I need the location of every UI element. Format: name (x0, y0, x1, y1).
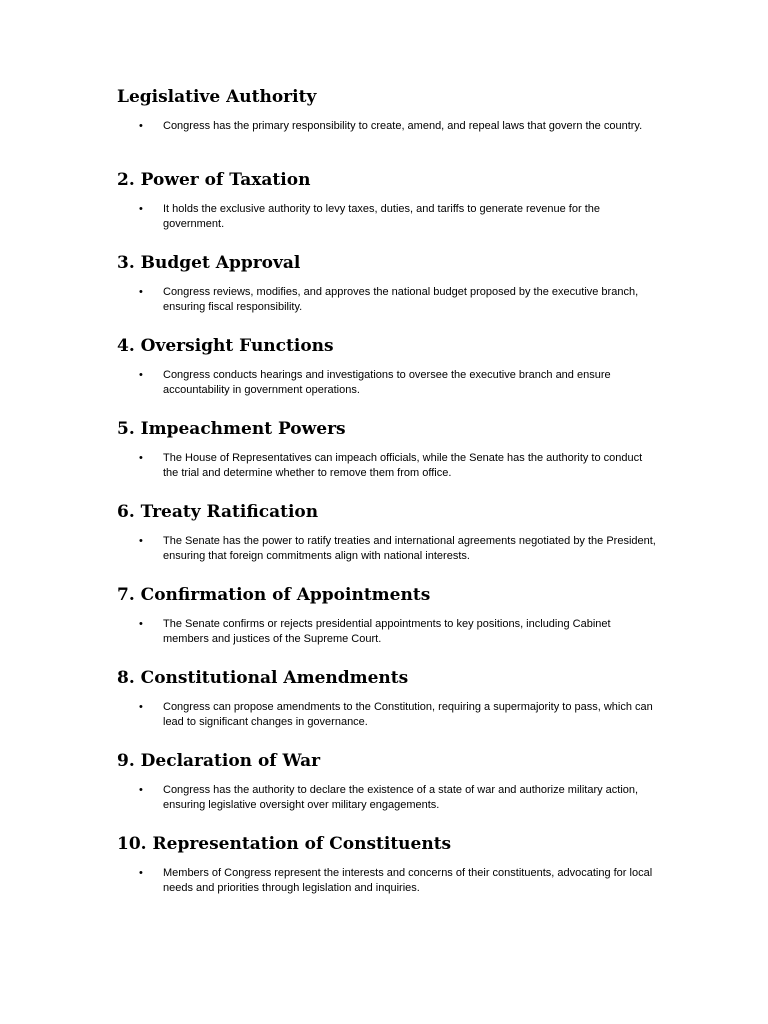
bullet-glyph: • (139, 535, 143, 547)
bullet-text: The Senate has the power to ratify treaties and international agreements negotiated by the President, ensuring that foreign commitments align with national interests. (163, 535, 656, 562)
list-item (117, 285, 657, 315)
list-item (117, 202, 657, 232)
bullet-list (117, 202, 657, 232)
section-heading: 3. Budget Approval (117, 253, 301, 273)
section-impeachment-powers (117, 418, 657, 501)
list-item (117, 700, 657, 730)
bullet-glyph: • (139, 286, 143, 298)
section-heading: 7. Confirmation of Appointments (117, 585, 431, 605)
section-heading: Legislative Authority (117, 87, 317, 107)
bullet-list (117, 451, 657, 481)
bullet-text: Congress has the primary responsibility to create, amend, and repeal laws that govern the country. (163, 120, 643, 132)
bullet-glyph: • (139, 618, 143, 630)
bullet-list (117, 783, 657, 813)
bullet-list (117, 534, 657, 564)
section-heading: 10. Representation of Constituents (117, 834, 452, 854)
bullet-list (117, 866, 657, 896)
bullet-glyph: • (139, 452, 143, 464)
bullet-glyph: • (139, 867, 143, 879)
bullet-text: Congress reviews, modifies, and approves the national budget proposed by the executive branch, ensuring fiscal responsibility. (163, 286, 639, 313)
bullet-list (117, 617, 657, 647)
bullet-glyph: • (139, 203, 143, 215)
section-heading: 5. Impeachment Powers (117, 419, 346, 439)
section-declaration-of-war (117, 750, 657, 833)
section-power-of-taxation (117, 169, 657, 252)
bullet-glyph: • (139, 701, 143, 713)
section-representation-of-constituents (117, 833, 657, 916)
section-heading: 4. Oversight Functions (117, 336, 334, 356)
section-constitutional-amendments (117, 667, 657, 750)
bullet-list (117, 285, 657, 315)
section-heading: 9. Declaration of War (117, 751, 321, 771)
list-item (117, 534, 657, 564)
section-budget-approval (117, 252, 657, 335)
section-legislative-authority (117, 86, 657, 169)
bullet-text: The House of Representatives can impeach officials, while the Senate has the authority to conduct the trial and determine whether to remove them from office. (163, 452, 643, 479)
list-item (117, 451, 657, 481)
section-heading: 6. Treaty Ratification (117, 502, 319, 522)
list-item (117, 866, 657, 896)
bullet-text: The Senate confirms or rejects presidential appointments to key positions, including Cabinet members and justices of the Supreme Court. (163, 618, 611, 645)
list-item (117, 119, 657, 134)
bullet-list (117, 119, 657, 134)
section-treaty-ratification (117, 501, 657, 584)
bullet-text: Congress conducts hearings and investigations to oversee the executive branch and ensure accountability in government operations. (163, 369, 611, 396)
bullet-glyph: • (139, 369, 143, 381)
bullet-list (117, 700, 657, 730)
section-heading: 2. Power of Taxation (117, 170, 311, 190)
bullet-list (117, 368, 657, 398)
list-item (117, 617, 657, 647)
document-content (117, 86, 657, 916)
bullet-text: Congress can propose amendments to the Constitution, requiring a supermajority to pass, which can lead to significant changes in governance. (163, 701, 653, 728)
list-item (117, 368, 657, 398)
section-heading: 8. Constitutional Amendments (117, 668, 409, 688)
bullet-glyph: • (139, 120, 143, 132)
list-item (117, 783, 657, 813)
bullet-text: Congress has the authority to declare the existence of a state of war and authorize military action, ensuring legislative oversight over military engagements. (163, 784, 639, 811)
bullet-text: Members of Congress represent the interests and concerns of their constituents, advocating for local needs and priorities through legislation and inquiries. (163, 867, 653, 894)
bullet-glyph: • (139, 784, 143, 796)
section-confirmation-of-appointments (117, 584, 657, 667)
bullet-text: It holds the exclusive authority to levy taxes, duties, and tariffs to generate revenue for the government. (163, 203, 600, 230)
section-oversight-functions (117, 335, 657, 418)
